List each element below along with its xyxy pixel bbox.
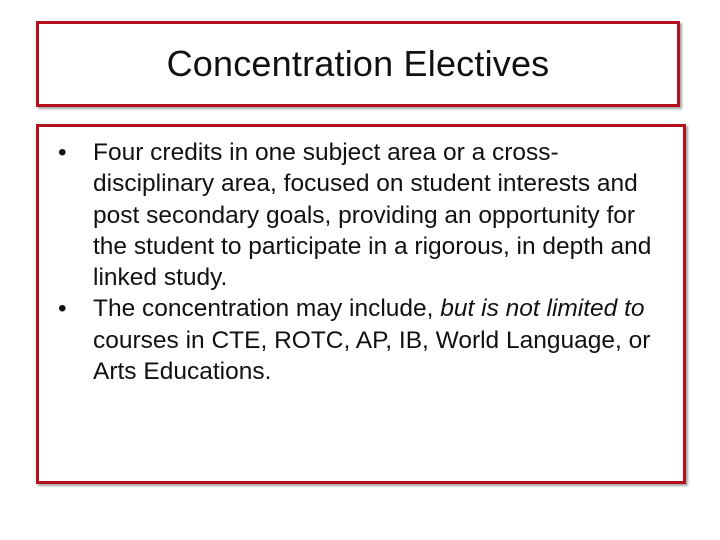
bullet-list bbox=[58, 137, 669, 387]
content-box bbox=[36, 124, 686, 484]
bullet-text-start: The concentration may include, bbox=[93, 295, 441, 323]
bullet-text-end: courses in CTE, ROTC, AP, IB, World Language, or Arts Educations. bbox=[93, 326, 651, 386]
bullet-text: Four credits in one subject area or a cross-disciplinary area, focused on student interests and post secondary goals, providing an opportunity for the student to participate in a rigorous, in depth and linked study. bbox=[93, 139, 652, 292]
bullet-item bbox=[58, 137, 669, 293]
bullet-text-italic: but is not limited to bbox=[440, 295, 645, 323]
bullet-icon: • bbox=[58, 139, 67, 166]
slide-title: Concentration Electives bbox=[166, 43, 550, 84]
bullet-item bbox=[58, 293, 669, 387]
bullet-icon: • bbox=[58, 295, 67, 323]
title-box bbox=[36, 21, 680, 107]
